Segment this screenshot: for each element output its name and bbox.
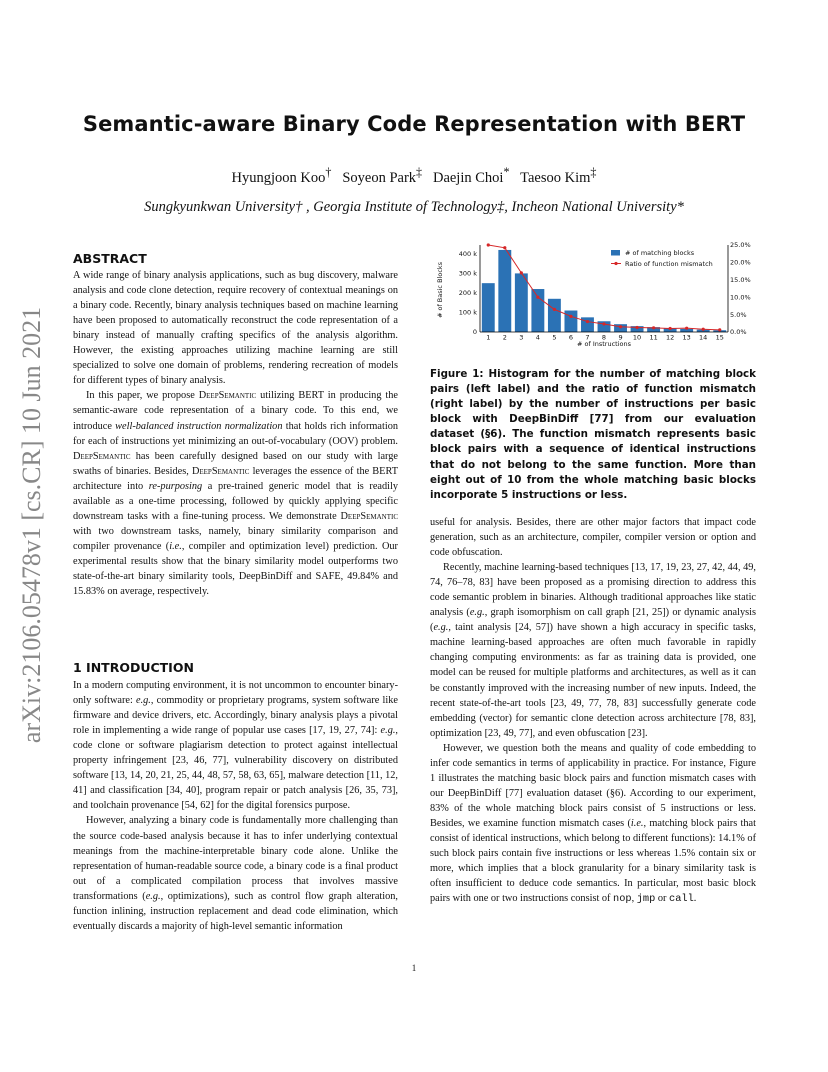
mismatch-ratio-point (635, 326, 638, 329)
legend-swatch-marker (614, 262, 617, 265)
histogram-bar (498, 250, 511, 332)
author-mark: * (503, 165, 510, 179)
paper-title: Semantic-aware Binary Code Representation with BERT (82, 112, 746, 136)
affiliations: Sungkyunkwan University† , Georgia Institute of Technology‡, Incheon National University* (144, 199, 684, 215)
right-y-tick-label: 15.0% (730, 276, 751, 284)
abstract-paragraph: A wide range of binary analysis applications, such as bug discovery, malware analysis and code clone detection, require recovery of contextual meanings on a binary code. Recently, binary analysis techniques based on machine learning have been proposed to automatically reconstruct the code representation of a binary instead of manually crafting specifics of the analysis algorithm. However, the existing approaches utilizing machine learning are still specialized to solve one domain of problems, rendering recreation of models for different types of binary analysis. (73, 270, 398, 387)
mismatch-ratio-point (619, 325, 622, 328)
mismatch-ratio-point (702, 328, 705, 331)
left-y-tick-label: 200 k (458, 289, 477, 298)
mismatch-ratio-point (569, 315, 572, 318)
right-y-tick-label: 20.0% (730, 258, 751, 267)
author-mark: ‡ (416, 165, 423, 179)
x-tick-label: 4 (535, 333, 540, 342)
author-list (0, 165, 828, 187)
body-paragraph: Recently, machine learning-based techniques [13, 17, 19, 23, 27, 42, 44, 49, 74, 76–78, 83] have been proposed as a promising direction to address this code semantic problem in binaries. Although traditional approaches like static analysis (e.g., graph isomorphism on call graph [21, 25]) or dynamic analysis (e.g., taint analysis [24, 57]) have shown a high accuracy in specific tasks, machine learning-based approaches are often much favorable in rapidly changing computing environments: as far as training data is provided, one model can be reused for multiple platforms and architectures, as well as it can be constantly improved with the increasing number of new inputs. Indeed, the recent state-of-the-art tools [23, 49, 77, 78, 83] successfully generate code embedding (vector) for semantic clone detection across architecture [78, 83], optimization [23, 49, 77], and even obfuscation [23]. (430, 562, 756, 739)
author-name: Soyeon Park (342, 169, 417, 186)
figure-caption: Figure 1: Histogram for the number of matching block pairs (left label) and the ratio of function mismatch (right label) by the number of instructions per basic block with DeepBinDiff [77] from our evaluation dataset (§6). The function mismatch represents basic block pairs with a sequence of identical instructions that do not belong to the same function. More than eight out of 10 from the whole matching basic blocks incorporate 5 instructions or less. (430, 368, 756, 501)
right-column-text (430, 515, 756, 907)
body-paragraph: However, we question both the means and quality of code embedding to infer code semantics in terms of applicability in practice. For instance, Figure 1 illustrates the matching basic block pairs and function mismatch cases with our DeepBinDiff [77] evaluation dataset (§6). According to our experiment, 83% of the whole matching block pairs consist of 5 instructions or less. Besides, we examine function mismatch cases (i.e., matching block pairs that consist of identical instructions, which belong to different functions): 14.1% of such block pairs contain five instructions or less whereas 1.5% contain six or more, which implies that a block granularity for a binary similarity task is often insufficient to deduce code semantics. In particular, most basic block pairs with one or two instructions consist of nop, jmp or call. (430, 742, 756, 906)
intro-paragraph: However, analyzing a binary code is fundamentally more challenging than the source code-based analysis because it has to infer underlying contextual meanings from the machine-interpretable binary code alone. Unlike the representation of human-readable source code, a binary code is a final product out of a complicated compilation process that involves massive transformations (e.g., optimizations), such as control flow graph alteration, function inlining, instruction replacement and dead code elimination, which eventually discards a majority of high-level semantic information (73, 815, 398, 932)
mismatch-ratio-point (536, 296, 539, 299)
abstract-paragraph: In this paper, we propose DeepSemantic utilizing BERT in producing the semantic-aware code representation of a binary code. To this end, we introduce well-balanced instruction normalization that holds rich information for each of instructions yet minimizing an out-of-vocabulary (OOV) problem. DeepSemantic has been carefully designed based on our study with large swaths of binaries. Besides, DeepSemantic leverages the essence of the BERT architecture into re-purposing a pre-trained generic model that is readily available as a one-time processing, followed by quickly applying specific downstream tasks with a fine-tuning process. We demonstrate DeepSemantic with two downstream tasks, namely, binary similarity comparison and compiler provenance (i.e., compiler and optimization level) prediction. Our experimental results show that the binary similarity model outperforms two state-of-the-art binary similarity tools, DeepBinDiff and SAFE, 49.84% and 15.83% on average, respectively. (73, 390, 399, 598)
x-tick-label: 10 (632, 333, 642, 342)
abstract-section (73, 251, 398, 599)
x-tick-label: 8 (601, 333, 607, 342)
abstract-heading: ABSTRACT (73, 251, 147, 266)
arxiv-identifier: arXiv:2106.05478v1 [cs.CR] 10 Jun 2021 (17, 306, 46, 744)
body-paragraph: useful for analysis. Besides, there are other major factors that impact code generation, such as an architecture, compiler, compiler version or option and code obfuscation. (430, 517, 756, 559)
legend-label-line: Ratio of function mismatch (625, 260, 713, 268)
histogram-bar (531, 289, 544, 332)
mismatch-ratio-point (503, 246, 506, 249)
figure-1-chart (430, 240, 760, 352)
author-name: Daejin Choi (432, 169, 504, 186)
mismatch-ratio-point (685, 327, 688, 330)
legend-swatch-bar (611, 250, 620, 256)
y-axis-label: # of Basic Blocks (436, 261, 444, 319)
right-y-tick-label: 0.0% (730, 328, 747, 337)
histogram-bar (564, 311, 577, 332)
mismatch-ratio-point (520, 271, 523, 274)
x-tick-label: 6 (568, 333, 574, 342)
left-y-tick-label: 300 k (458, 269, 477, 278)
mismatch-ratio-point (586, 320, 589, 323)
mismatch-ratio-point (669, 327, 672, 330)
x-axis-label: # of Instructions (576, 340, 632, 348)
mismatch-ratio-point (487, 243, 490, 246)
x-tick-label: 1 (486, 333, 491, 342)
author-name: Hyungjoon Koo (231, 169, 326, 186)
histogram-bar (515, 273, 528, 332)
left-y-tick-label: 400 k (458, 250, 477, 259)
left-y-tick-label: 0 (472, 328, 477, 337)
x-tick-label: 2 (502, 333, 507, 342)
histogram-bar (581, 317, 594, 332)
x-tick-label: 9 (618, 333, 623, 342)
author-mark: ‡ (590, 165, 597, 179)
intro-paragraph: In a modern computing environment, it is not uncommon to encounter binary-only software: e.g., commodity or proprietary programs, system software like firmware and device drivers, etc. Accordingly, binary analysis plays a pivotal role in implementing a wide range of popular use cases [17, 19, 27, 74]: e.g., code clone or software plagiarism detection to protect against intellectual property infringement [23, 46, 77], vulnerability discovery on distributed software [13, 14, 20, 21, 25, 44, 48, 57, 58, 63, 65], malware detection [11, 12, 41] and classification [34, 40], program repair or patch analysis [26, 35, 73], and toolchain provenance [54, 62] for the digital forensics purpose. (73, 680, 398, 812)
right-y-tick-label: 5.0% (730, 310, 747, 319)
right-y-tick-label: 10.0% (730, 293, 751, 302)
mismatch-ratio-point (718, 328, 721, 331)
introduction-heading: 1 INTRODUCTION (73, 660, 194, 675)
right-y-tick-label: 25.0% (730, 241, 751, 250)
x-tick-label: 13 (682, 333, 691, 342)
mismatch-ratio-point (553, 308, 556, 311)
histogram-bar (548, 299, 561, 332)
x-tick-label: 14 (699, 333, 708, 342)
left-y-tick-label: 100 k (458, 308, 477, 317)
x-tick-label: 11 (649, 333, 658, 342)
chart-legend (611, 249, 713, 268)
histogram-bar (482, 283, 495, 332)
introduction-section (73, 660, 398, 934)
x-tick-label: 12 (665, 333, 675, 342)
author-name: Taesoo Kim (520, 169, 591, 186)
mismatch-ratio-point (652, 326, 655, 329)
x-tick-label: 15 (715, 333, 724, 342)
author-mark: † (325, 165, 332, 179)
x-tick-label: 3 (519, 333, 524, 342)
x-tick-label: 5 (552, 333, 557, 342)
x-tick-label: 7 (585, 333, 590, 342)
mismatch-ratio-point (602, 322, 605, 325)
page-number: 1 (411, 963, 417, 973)
legend-label-bar: # of matching blocks (625, 249, 695, 257)
